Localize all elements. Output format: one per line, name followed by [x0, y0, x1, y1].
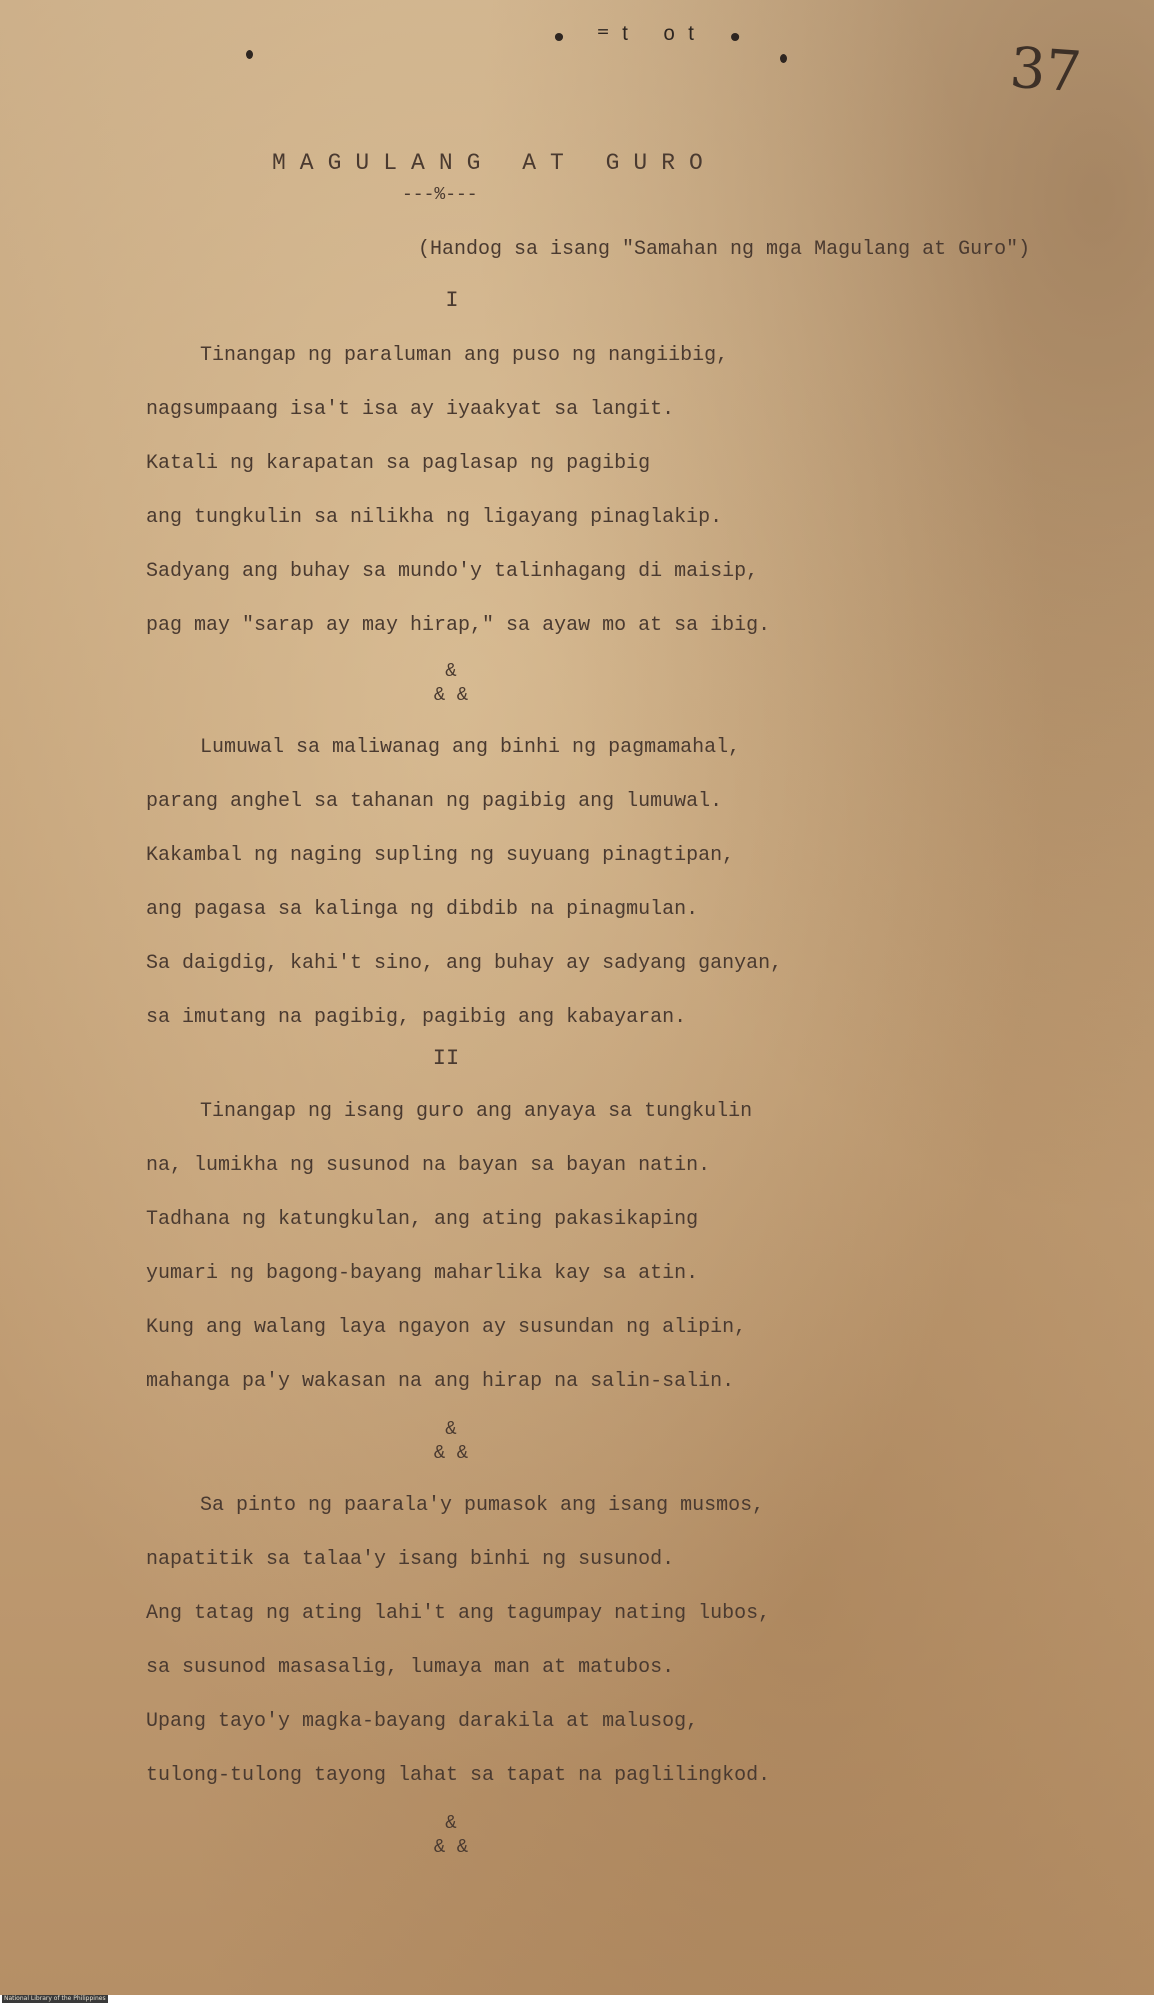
stanza-4-line-2: napatitik sa talaa'y isang binhi ng susunod.	[146, 1548, 675, 1571]
poem-title: MAGULANG AT GURO	[272, 150, 717, 176]
stanza-1-line-1: Tinangap ng paraluman ang puso ng nangiibig,	[200, 344, 729, 367]
stanza-2-line-1: Lumuwal sa maliwanag ang binhi ng pagmamahal,	[200, 736, 741, 759]
stanza-3-line-2: na, lumikha ng susunod na bayan sa bayan natin.	[146, 1154, 711, 1177]
ink-dot	[780, 54, 787, 63]
page-number: 37	[1007, 35, 1084, 106]
footer-credit: National Library of the Philippines	[4, 1995, 106, 2002]
stanza-3-line-4: yumari ng bagong-bayang maharlika kay sa atin.	[146, 1262, 699, 1285]
part-numeral-one: I	[445, 288, 459, 313]
separator-top: &	[445, 660, 457, 682]
stanza-2-line-6: sa imutang na pagibig, pagibig ang kabayaran.	[146, 1006, 687, 1029]
stanza-1-line-5: Sadyang ang buhay sa mundo'y talinhagang di maisip,	[146, 560, 759, 583]
stanza-2-line-5: Sa daigdig, kahi't sino, ang buhay ay sadyang ganyan,	[146, 952, 783, 975]
top-ink-marks: • ⁼ᵗ ᵒᵗ •	[550, 23, 749, 57]
stanza-2-line-4: ang pagasa sa kalinga ng dibdib na pinagmulan.	[146, 898, 699, 921]
separator-bottom: & &	[433, 1836, 469, 1858]
stanza-4-line-5: Upang tayo'y magka-bayang darakila at malusog,	[146, 1710, 699, 1733]
stanza-4-line-3: Ang tatag ng ating lahi't ang tagumpay nating lubos,	[146, 1602, 771, 1625]
stanza-2-line-3: Kakambal ng naging supling ng suyuang pinagtipan,	[146, 844, 735, 867]
stanza-1-line-6: pag may "sarap ay may hirap," sa ayaw mo at sa ibig.	[146, 614, 771, 637]
ink-dot	[246, 50, 253, 59]
stanza-3-line-6: mahanga pa'y wakasan na ang hirap na salin-salin.	[146, 1370, 735, 1393]
bottom-margin	[0, 1995, 1154, 2003]
separator-top: &	[445, 1812, 457, 1834]
separator-bottom: & &	[433, 1442, 469, 1464]
dedication: (Handog sa isang "Samahan ng mga Magulang at Guro")	[418, 238, 1031, 261]
stanza-4-line-4: sa susunod masasalig, lumaya man at matubos.	[146, 1656, 675, 1679]
separator-top: &	[445, 1418, 457, 1440]
stanza-3-line-1: Tinangap ng isang guro ang anyaya sa tungkulin	[200, 1100, 753, 1123]
stanza-1-line-4: ang tungkulin sa nilikha ng ligayang pinaglakip.	[146, 506, 723, 529]
stanza-3-line-3: Tadhana ng katungkulan, ang ating pakasikaping	[146, 1208, 699, 1231]
stanza-4-line-6: tulong-tulong tayong lahat sa tapat na paglilingkod.	[146, 1764, 771, 1787]
part-numeral-two: II	[432, 1046, 460, 1071]
title-rule: ---%---	[402, 185, 478, 205]
stanza-2-line-2: parang anghel sa tahanan ng pagibig ang lumuwal.	[146, 790, 723, 813]
separator-bottom: & &	[433, 684, 469, 706]
stanza-3-line-5: Kung ang walang laya ngayon ay susundan ng alipin,	[146, 1316, 747, 1339]
stanza-4-line-1: Sa pinto ng paarala'y pumasok ang isang musmos,	[200, 1494, 765, 1517]
stanza-1-line-2: nagsumpaang isa't isa ay iyaakyat sa langit.	[146, 398, 675, 421]
stanza-1-line-3: Katali ng karapatan sa paglasap ng pagibig	[146, 452, 651, 475]
